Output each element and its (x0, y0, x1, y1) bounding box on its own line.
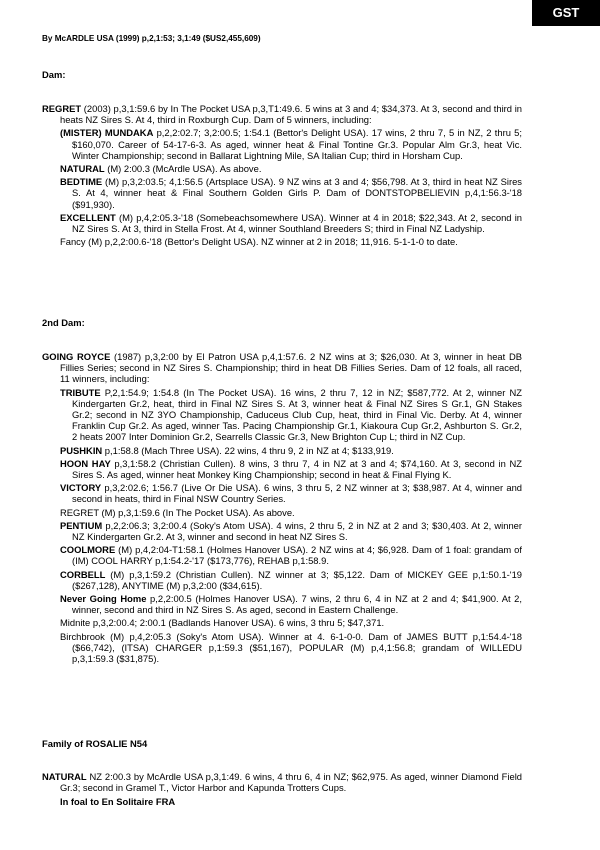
entry-name: HOON HAY (60, 457, 111, 469)
entry-text: p,3,1:58.2 (Christian Cullen). 8 wins, 3 thru 7, 4 in NZ at 3 and 4; $74,160. At 3, second in NZ Sires S. As aged, winner heat Monkey King Championship; second in heat & Final Flying K. (72, 457, 522, 481)
entry-text: Midnite p,3,2:00.4; 2:00.1 (Badlands Hanover USA). 6 wins, 3 thru 5; $47,371. (60, 617, 385, 629)
pedigree-sub-entry (42, 387, 522, 443)
family-heading: Family of ROSALIE N54 (42, 738, 148, 749)
entry-text: Fancy (M) p,2,2:00.6-'18 (Bettor's Delight USA). NZ winner at 2 in 2018; 11,916. 5-1-1-0 to date. (60, 236, 458, 248)
pedigree-sub-entry (42, 127, 522, 161)
natural-entry (42, 771, 522, 793)
entry-text: (M) p,3,1:59.2 (Christian Cullen). NZ winner at 3; $5,122. Dam of MICKEY GEE p,1:50.1-'19 ($267,128), ANYTIME (M) p,3,2:00 ($34,615). (72, 568, 522, 591)
entry-name: REGRET (42, 103, 82, 114)
entry-text: REGRET (M) p,3,1:59.6 (In The Pocket USA). As above. (60, 506, 295, 518)
pedigree-main-entry (42, 103, 522, 125)
entry-name: EXCELLENT (60, 211, 116, 223)
entry-text: p,2,2:02.7; 3,2:00.5; 1:54.1 (Bettor's Delight USA). 17 wins, 2 thru 7, 5 in NZ, 2 thru 5; $160,070. Career of 54-17-6-3. As aged, winner heat & Final Tontine Gr.3. Popular Alm Gr.3, heat Vic. Winter Championship; second in Ballarat Lightning Mile, SA Italian Cup; third in Horsham Cup. (72, 127, 522, 161)
entry-name: GOING ROYCE (42, 351, 111, 362)
pedigree-sub-entry (42, 507, 522, 518)
entry-name: BEDTIME (60, 176, 103, 188)
entry-name: VICTORY (60, 482, 102, 494)
pedigree-sub-entry (42, 569, 522, 591)
entry-text: (M) p,4,2:04-T1:58.1 (Holmes Hanover USA). 2 NZ wins at 4; $6,928. Dam of 1 foal: grandam of (IM) COOL HARRY p,1:54.2-'17 ($173,776), REHAB p,1:58.9. (72, 544, 522, 567)
pedigree-main-entry (42, 351, 522, 385)
pedigree-sub-entry (42, 445, 522, 456)
pedigree-sub-entry (42, 617, 522, 628)
entry-name: NATURAL (60, 163, 105, 175)
pedigree-sub-entry (42, 593, 522, 615)
sire-line: By McARDLE USA (1999) p,2,1:53; 3,1:49 ($US2,455,609) (42, 34, 261, 43)
pedigree-sub-entry (42, 163, 522, 174)
entry-text: p,3,2:02.6; 1:56.7 (Live Or Die USA). 6 wins, 3 thru 5, 2 NZ winner at 3; $38,987. At 4, winner and second in heats, third in Final NSW Country Series. (72, 482, 522, 505)
foal-line: In foal to En Solitaire FRA (60, 796, 176, 807)
pedigree-sub-entry (42, 482, 522, 504)
entry-name: CORBELL (60, 568, 106, 580)
entry-name: PUSHKIN (60, 444, 103, 456)
second-dam-entries (42, 351, 522, 664)
dam-heading: Dam: (42, 69, 66, 80)
pedigree-sub-entry (42, 544, 522, 566)
entry-name: TRIBUTE (60, 386, 101, 398)
pedigree-sub-entry (42, 176, 522, 210)
pedigree-sub-entry (42, 236, 522, 247)
pedigree-sub-entry (42, 631, 522, 665)
entry-text: (M) p,3,2:03.5; 4,1:56.5 (Artsplace USA). 9 NZ wins at 3 and 4; $56,798. At 3, third in heat NZ Sires S. At 4, winner heat & Final Southern Golden Girls P. Dam of DONTSTOPBELIEVIN p,4,1:56.3-'18 ($91,930). (72, 176, 522, 210)
entry-text: Birchbrook (M) p,4,2:05.3 (Soky's Atom USA). Winner at 4. 6-1-0-0. Dam of JAMES BUTT p,1:54.4-'18 ($66,742), (ITSA) CHARGER p,1:59.3 ($51,167), POPULAR (M) p,4,1:56.8; grandam of WILLEDU p,3,1:59.3 ($31,875). (60, 630, 522, 665)
dam-entries (42, 103, 522, 247)
entry-text: (M) p,4,2:05.3-'18 (Somebeachsomewhere USA). Winner at 4 in 2018; $22,343. At 2, second in NZ Sires S. At 3, third in Stella Frost. At 4, winner Southland Breeders S; third in Final NZ Ladyship. (72, 211, 522, 235)
entry-name: (MISTER) MUNDAKA (60, 127, 154, 139)
entry-text: NZ 2:00.3 by McArdle USA p,3,1:49. 6 wins, 4 thru 6, 4 in NZ; $62,975. As aged, winner Diamond Field Gr.3; second in Gramel T., Victor Harbor and Kapunda Trotters Cups. (60, 771, 522, 794)
pedigree-sub-entry (42, 212, 522, 234)
entry-name: PENTIUM (60, 519, 103, 531)
entry-name: NATURAL (42, 771, 87, 782)
entry-text: p,1:58.8 (Mach Three USA). 22 wins, 4 thru 9, 2 in NZ at 4; $133,919. (102, 444, 394, 456)
second-dam-heading: 2nd Dam: (42, 317, 85, 328)
pedigree-sub-entry (42, 520, 522, 542)
entry-text: P,2,1:54.9; 1:54.8 (In The Pocket USA). 16 wins, 2 thru 7, 12 in NZ; $587,772. At 2, winner NZ Kindergarten Gr.2, heat, third in Final NZ Sires S. At 3, winner heat & Final NZ Sires S Gr.1, GN Stakes Gr.2; second in NZ 3YO Championship, Caduceus Club Cup, heat, third in Final Vic. Derby. At 4, winner Franklin Cup Gr.2. As aged, winner Tas. Pacing Championship Gr.1, Kiakoura Cup Gr.2, Ashburton S. Gr.2, 2 heats 2007 Inter Dominion Gr.2, Searrells Classic Gr.3, New Brighton Cup L; third in NZ Cup. (72, 386, 522, 443)
entry-name: COOLMORE (60, 544, 116, 556)
entry-text: (1987) p,3,2:00 by El Patron USA p,4,1:57.6. 2 NZ wins at 3; $26,030. At 3, winner in heat DB Fillies Series; second in NZ Sires S. Championship; third in heat DB Fillies Series. Dam of 12 foals, all raced, 11 winners, including: (60, 351, 522, 385)
entry-text: p,2,2:00.5 (Holmes Hanover USA). 7 wins, 2 thru 6, 4 in NZ at 2 and 4; $41,900. At 2, winner, second and third in NZ Sires S. As aged, second in Eastern Challenge. (72, 593, 522, 616)
entry-text: (2003) p,3,1:59.6 by In The Pocket USA p,3,T1:49.6. 5 wins at 3 and 4; $34,373. At 3, second and third in heats NZ Sires S. At 4, third in Roxburgh Cup. Dam of 5 winners, including: (60, 103, 522, 126)
entry-name: Never Going Home (60, 593, 147, 605)
entry-text: p,2,2:06.3; 3,2:00.4 (Soky's Atom USA). 4 wins, 2 thru 5, 2 in NZ at 2 and 3; $30,403. At 2, winner NZ Kindergarten Gr.2. At 3, winner and second in heat NZ Sires S. (72, 519, 522, 543)
pedigree-sub-entry (42, 458, 522, 480)
page-badge: GST (532, 0, 600, 26)
entry-text: (M) 2:00.3 (McArdle USA). As above. (104, 163, 262, 175)
